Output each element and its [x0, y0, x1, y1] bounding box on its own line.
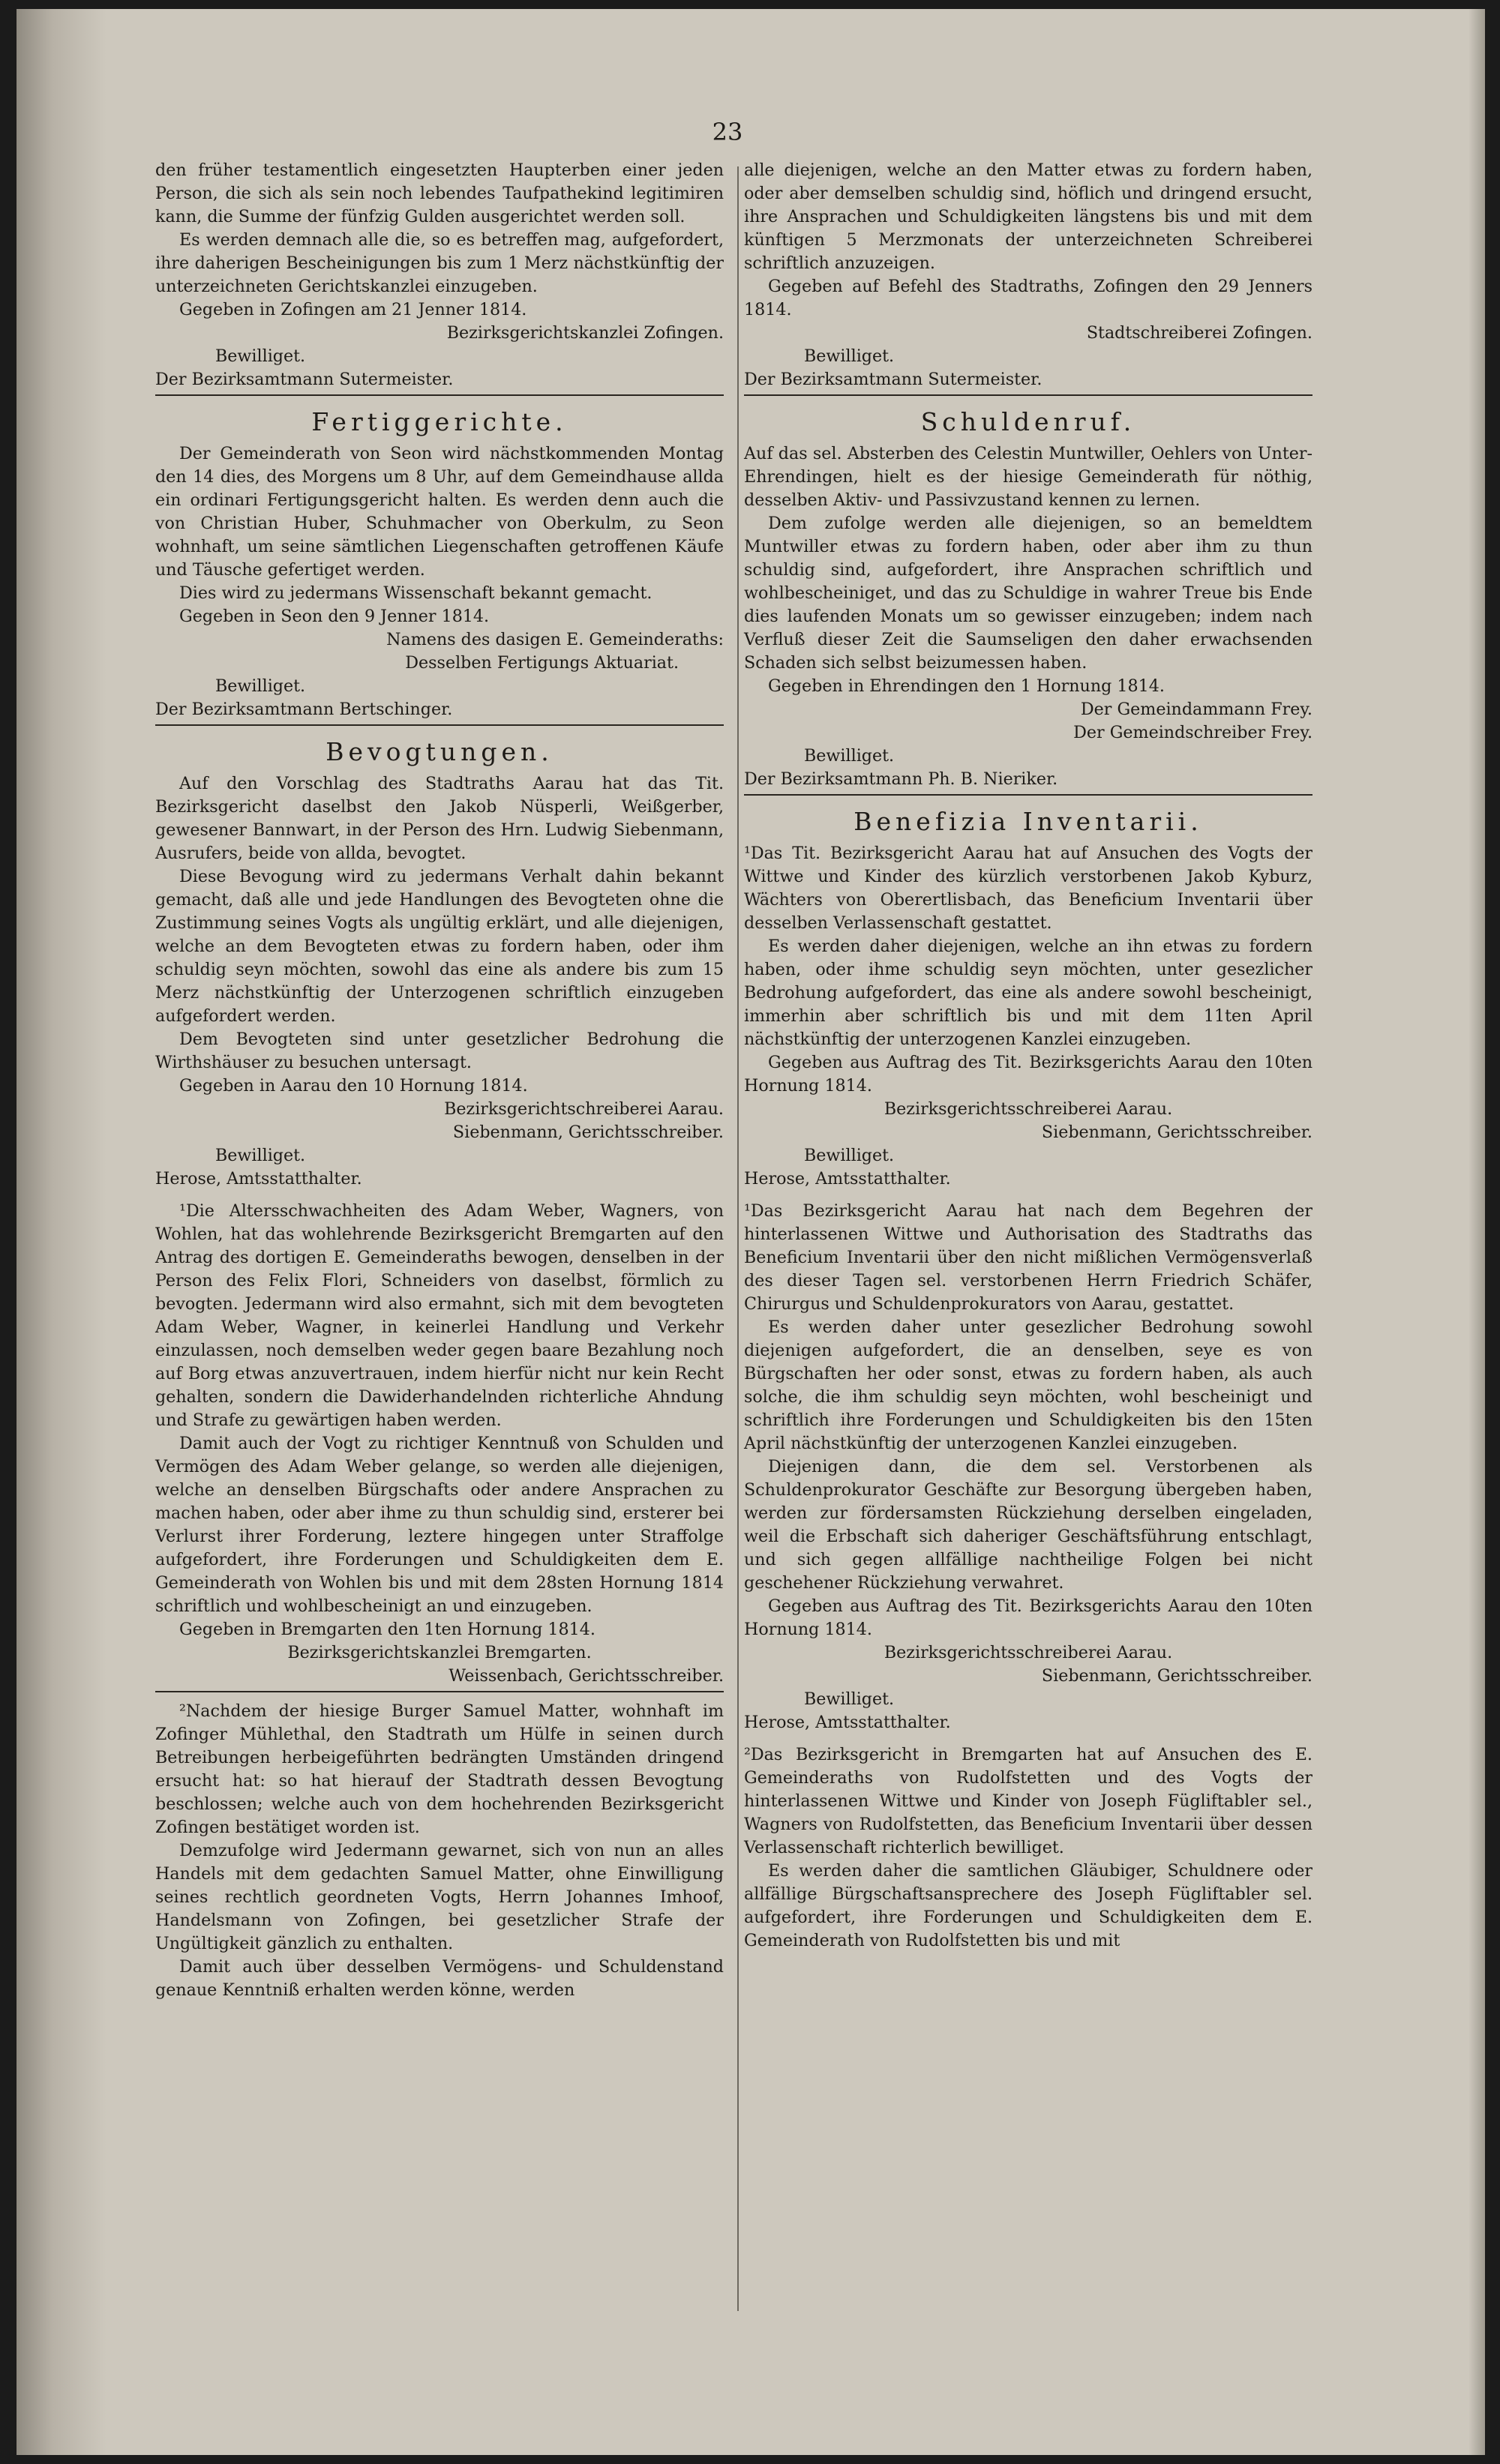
section-rule: [155, 724, 724, 726]
notice-text: Damit auch über desselben Vermögens- und Schuldenstand genaue Kenntniß erhalten werden könne, werden: [155, 1957, 724, 2000]
approval-label: Bewilliget.: [215, 346, 306, 366]
notice-text: Diese Bevogung wird zu jedermans Verhalt dahin bekannt gemacht, daß alle und jede Handlungen des Bevogteten ohne die Zustimmung seines Vogts als ungültig erklärt, und alle diejenigen, welche an dem Bevogteten etwas zu fordern haben, oder ihm schuldig seyn möchten, sowohl das eine als andere bis zum 15 Merz nächstkünftig der Unterzogenen schriftlich einzugeben aufgefordert werden.: [155, 867, 724, 1026]
notice-signature: Bezirksgerichtskanzlei Bremgarten.: [287, 1643, 592, 1662]
section-heading: Benefizia Inventarii.: [854, 807, 1203, 836]
notice-signature: Bezirksgerichtschreiberei Aarau.: [444, 1099, 724, 1119]
notice-text: ¹Das Tit. Bezirksgericht Aarau hat auf Ansuchen des Vogts der Wittwe und Kinder des kürzlich verstorbenen Jakob Kyburz, Wächters von Oberertlisbach, das Beneficium Inventarii über desselben Verlassenschaft gestattet.: [744, 844, 1312, 933]
right-column: [744, 159, 1312, 1953]
notice-signature: Desselben Fertigungs Aktuariat.: [405, 653, 679, 673]
approval-signature: Herose, Amtsstatthalter.: [155, 1169, 362, 1189]
notice-signature: Weissenbach, Gerichtsschreiber.: [448, 1666, 724, 1686]
notice-text: ¹Das Bezirksgericht Aarau hat nach dem Begehren der hinterlassenen Wittwe und Authorisation des Stadtraths das Beneficium Inventarii über den nicht mißlichen Vermögensverlaß des dieser Tagen sel. verstorbenen Herrn Friedrich Schäfer, Chirurgus und Schuldenprokurators von Aarau, gestattet.: [744, 1201, 1312, 1314]
notice-signature: Siebenmann, Gerichtsschreiber.: [452, 1123, 724, 1142]
notice-text: ²Nachdem der hiesige Burger Samuel Matter, wohnhaft im Zofinger Mühlethal, den Stadtrath um Hülfe in seinen durch Betreibungen herbeigeführten bedrängten Umständen dringend ersucht hat: so hat hierauf der Stadtrath dessen Bevogtung beschlossen; welche auch von dem hochehrenden Bezirksgericht Zofingen bestätiget worden ist.: [155, 1701, 724, 1837]
notice-signature: Stadtschreiberei Zofingen.: [1086, 323, 1312, 343]
column-divider: [737, 166, 739, 2311]
approval-signature: Der Bezirksamtmann Sutermeister.: [744, 370, 1042, 389]
notice-text: Der Gemeinderath von Seon wird nächstkommenden Montag den 14 dies, des Morgens um 8 Uhr, auf dem Gemeindhause allda ein ordinari Fertigungsgericht halten. Es werden denn auch die von Christian Huber, Schuhmacher von Oberkulm, zu Seon wohnhaft, um seine sämtlichen Liegenschaften getroffenen Käufe und Täusche gefertiget werden.: [155, 444, 724, 580]
notice-signature: Bezirksgerichtskanzlei Zofingen.: [446, 323, 724, 343]
notice-text: ²Das Bezirksgericht in Bremgarten hat auf Ansuchen des E. Gemeinderaths von Rudolfstetten und des Vogts der hinterlassenen Wittwe und Kinder von Joseph Fügliftabler sel., Wagners von Rudolfstetten, das Beneficium Inventarii über dessen Verlassenschaft richterlich bewilliget.: [744, 1745, 1312, 1857]
page-number: 23: [712, 118, 743, 146]
notice-date: Gegeben auf Befehl des Stadtraths, Zofingen den 29 Jenners 1814.: [744, 277, 1312, 319]
notice-text: Dem zufolge werden alle diejenigen, so an bemeldtem Muntwiller etwas zu fordern haben, oder aber ihm zu thun schuldig sind, aufgefordert, ihre Ansprachen schriftlich und wohlbescheiniget, und das zu Schuldige in wahrer Treue bis Ende dies laufenden Monats um so gewisser einzugeben; indem nach Verfluß dieser Zeit die Saumseligen den daher erwachsenden Schaden sich selbst beizumessen haben.: [744, 514, 1312, 673]
notice-text: Auf das sel. Absterben des Celestin Muntwiller, Oehlers von Unter-Ehrendingen, hielt es der hiesige Gemeinderath für nöthig, desselben Aktiv- und Passivzustand kennen zu lernen.: [744, 444, 1312, 510]
notice-signature: Namens des dasigen E. Gemeinderaths:: [386, 630, 724, 649]
left-column: [155, 159, 724, 2002]
section-heading: Fertiggerichte.: [311, 407, 568, 436]
notice-text: Es werden daher diejenigen, welche an ihn etwas zu fordern haben, oder ihme schuldig seyn möchten, unter gesezlicher Bedrohung aufgefordert, das eine als andere sowohl bescheinigt, immerhin aber schriftlich bis und mit dem 11ten April nächstkünftig der unterzogenen Kanzlei einzugeben.: [744, 937, 1312, 1049]
notice-text: Demzufolge wird Jedermann gewarnet, sich von nun an alles Handels mit dem gedachten Samuel Matter, ohne Einwilligung seines rechtlich geordneten Vogts, Herrn Johannes Imhoof, Handelsmann von Zofingen, bei gesetzlicher Strafe der Ungültigkeit gänzlich zu enthalten.: [155, 1841, 724, 1953]
section-rule: [744, 394, 1312, 396]
notice-text: Dem Bevogteten sind unter gesetzlicher Bedrohung die Wirthshäuser zu besuchen untersagt.: [155, 1030, 724, 1072]
notice-signature: Bezirksgerichtsschreiberei Aarau.: [884, 1643, 1173, 1662]
notice-date: Gegeben in Ehrendingen den 1 Hornung 1814.: [768, 676, 1165, 696]
notice-date: Gegeben in Aarau den 10 Hornung 1814.: [179, 1076, 528, 1096]
notice-text: Es werden daher unter gesezlicher Bedrohung sowohl diejenigen aufgefordert, die an denselben, seye es von Bürgschaften her oder sonst, etwas zu fordern haben, als auch solche, die ihm schuldig seyn möchten, wohl bescheinigt und schriftlich ihre Forderungen und Schuldigkeiten bis den 15ten April nächstkünftig der unterzogenen Kanzlei einzugeben.: [744, 1317, 1312, 1453]
notice-text: Es werden demnach alle die, so es betreffen mag, aufgefordert, ihre daherigen Bescheinigungen bis zum 1 Merz nächstkünftig der unterzeichneten Gerichtskanzlei einzugeben.: [155, 230, 724, 296]
notice-text: Diejenigen dann, die dem sel. Verstorbenen als Schuldenprokurator Geschäfte zur Besorgung übergeben haben, werden zur fördersamsten Rückziehung derselben eingeladen, weil die Erbschaft sich daheriger Geschäftsführung entschlagt, und sich gegen allfällige nachtheilige Folgen bei nicht geschehener Rückziehung verwahret.: [744, 1457, 1312, 1593]
notice-text: Dies wird zu jedermans Wissenschaft bekannt gemacht.: [179, 583, 652, 603]
notice-text: ¹Die Altersschwachheiten des Adam Weber, Wagners, von Wohlen, hat das wohlehrende Bezirksgericht Bremgarten auf den Antrag des dortigen E. Gemeinderaths bewogen, denselben in der Person des Felix Flori, Schneiders von daselbst, förmlich zu bevogten. Jedermann wird also ermahnt, sich mit dem bevogteten Adam Weber, Wagner, in keinerlei Handlung und Verkehr einzulassen, noch demselben weder gegen baare Bezahlung noch auf Borg etwas anzuvertrauen, indem hierfür nicht nur kein Recht gehalten, sondern die Dawiderhandelnden richterliche Ahndung und Strafe zu gewärtigen haben werden.: [155, 1201, 724, 1430]
section-rule: [155, 1691, 724, 1692]
approval-signature: Herose, Amtsstatthalter.: [744, 1713, 951, 1732]
notice-text: Es werden daher die samtlichen Gläubiger, Schuldnere oder allfällige Bürgschaftsansprechere des Joseph Fügliftabler sel. aufgefordert, ihre Forderungen und Schuldigkeiten dem E. Gemeinderath von Rudolfstetten bis und mit: [744, 1861, 1312, 1950]
page-spine-shadow: [16, 9, 106, 2455]
notice-date: Gegeben in Zofingen am 21 Jenner 1814.: [179, 300, 527, 319]
notice-date: Gegeben in Bremgarten den 1ten Hornung 1814.: [179, 1620, 596, 1639]
approval-signature: Der Bezirksamtmann Sutermeister.: [155, 370, 454, 389]
notice-signature: Bezirksgerichtsschreiberei Aarau.: [884, 1099, 1173, 1119]
approval-signature: Der Bezirksamtmann Bertschinger.: [155, 700, 453, 719]
notice-signature: Der Gemeindammann Frey.: [1080, 700, 1312, 719]
notice-text: Damit auch der Vogt zu richtiger Kenntnuß von Schulden und Vermögen des Adam Weber gelange, so werden alle diejenigen, welche an denselben Bürgschafts oder andere Ansprachen zu machen haben, oder aber ihme zu thun schuldig sind, ersterer bei Verlurst ihrer Forderung, leztere hingegen unter Straffolge aufgefordert, ihre Forderungen und Schuldigkeiten dem E. Gemeinderath von Wohlen bis und mit dem 28sten Hornung 1814 schriftlich und wohlbescheinigt an und einzugeben.: [155, 1434, 724, 1616]
section-rule: [155, 394, 724, 396]
newspaper-page: [16, 9, 1485, 2455]
notice-signature: Siebenmann, Gerichtsschreiber.: [1041, 1666, 1312, 1686]
notice-date: Gegeben aus Auftrag des Tit. Bezirksgerichts Aarau den 10ten Hornung 1814.: [744, 1053, 1312, 1096]
notice-text: Auf den Vorschlag des Stadtraths Aarau hat das Tit. Bezirksgericht daselbst den Jakob Nüsperli, Weißgerber, gewesener Bannwart, in der Person des Hrn. Ludwig Siebenmann, Ausrufers, beide von allda, bevogtet.: [155, 774, 724, 863]
notice-signature: Siebenmann, Gerichtsschreiber.: [1041, 1123, 1312, 1142]
approval-label: Bewilliget.: [804, 1689, 895, 1709]
notice-date: Gegeben aus Auftrag des Tit. Bezirksgerichts Aarau den 10ten Hornung 1814.: [744, 1596, 1312, 1639]
notice-text: alle diejenigen, welche an den Matter etwas zu fordern haben, oder aber demselben schuldig sind, höflich und dringend ersucht, ihre Ansprachen und Schuldigkeiten längstens bis und mit dem künftigen 5 Merzmonats der unterzeichneten Schreiberei schriftlich anzuzeigen.: [744, 160, 1312, 273]
approval-label: Bewilliget.: [804, 1146, 895, 1165]
notice-signature: Der Gemeindschreiber Frey.: [1073, 723, 1312, 742]
section-heading: Schuldenruf.: [920, 407, 1136, 436]
section-heading: Bevogtungen.: [326, 737, 554, 766]
approval-label: Bewilliget.: [215, 1146, 306, 1165]
notice-date: Gegeben in Seon den 9 Jenner 1814.: [179, 607, 490, 626]
approval-label: Bewilliget.: [804, 346, 895, 366]
approval-signature: Der Bezirksamtmann Ph. B. Nieriker.: [744, 769, 1058, 789]
notice-text: den früher testamentlich eingesetzten Haupterben einer jeden Person, die sich als sein noch lebendes Taufpathekind legitimiren kann, die Summe der fünfzig Gulden ausgerichtet werden soll.: [155, 160, 724, 226]
approval-label: Bewilliget.: [804, 746, 895, 766]
approval-label: Bewilliget.: [215, 676, 306, 696]
page-edge-shadow: [1468, 9, 1485, 2455]
approval-signature: Herose, Amtsstatthalter.: [744, 1169, 951, 1189]
section-rule: [744, 794, 1312, 796]
